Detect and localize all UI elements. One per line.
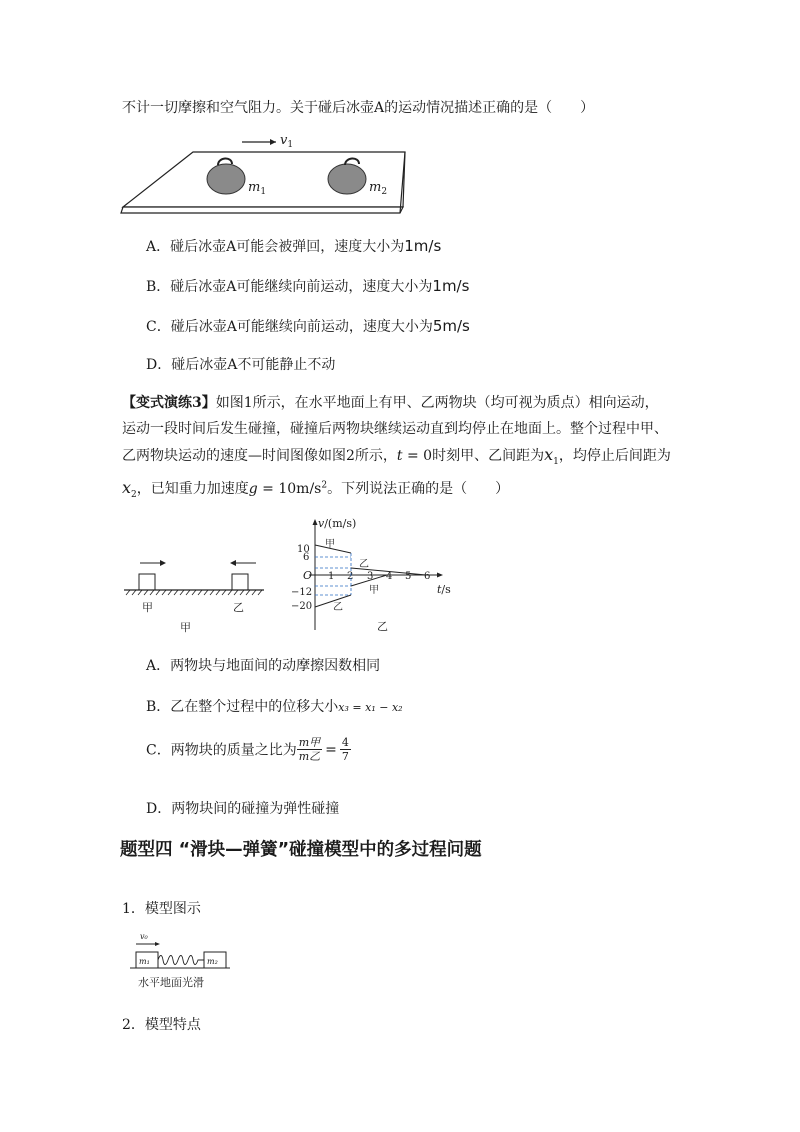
variant-line-4: $x_2$，已知重力加速度$g = 10m/s^2$。下列说法正确的是（ ） <box>122 478 510 500</box>
section-title: 题型四 “滑块—弹簧”碰撞模型中的多过程问题 <box>120 840 482 860</box>
v0-label: v₀ <box>140 932 148 941</box>
q2-option-b[interactable]: B．乙在整个过程中的位移大小x₃ = x₁ − x₂ <box>146 699 403 715</box>
figure-1-caption: 甲 <box>180 621 191 634</box>
mass-ratio-fraction: $\frac{\text{m甲}}{\text{m乙}}$ <box>298 736 321 763</box>
option-d[interactable] <box>146 354 335 374</box>
spring-model-figure <box>124 930 234 992</box>
model-features-title: 2．模型特点 <box>122 1017 201 1033</box>
option-d-text: D．碰后冰壶A不可能静止不动 <box>146 357 336 373</box>
x-tick-5: 5 <box>405 571 412 582</box>
option-a-value: 1m/s <box>404 237 442 255</box>
figure-1-blocks <box>120 555 270 640</box>
figure-2-caption: 乙 <box>377 620 388 633</box>
y-axis-label: v/(m/s) <box>318 517 357 530</box>
q2-option-a[interactable]: A．两物块与地面间的动摩擦因数相同 <box>146 658 381 674</box>
x-axis-label: t/s <box>437 583 451 596</box>
variant-tag: 【变式演练3】 <box>122 395 216 411</box>
option-b[interactable] <box>146 276 469 296</box>
block-jia-label: 甲 <box>142 601 153 614</box>
x-tick-4: 4 <box>386 571 393 582</box>
q2-option-b-formula: x₃ = x₁ − x₂ <box>338 701 403 714</box>
block-yi-label: 乙 <box>233 601 244 614</box>
y-tick-neg12: −12 <box>291 587 313 598</box>
block-jia <box>139 574 155 590</box>
mass-ratio-value: $\frac{4}{7}$ <box>341 736 349 763</box>
option-b-text: B．碰后冰壶A可能继续向前运动，速度大小为 <box>146 279 433 295</box>
y-tick-10: 10 <box>297 544 310 555</box>
v1-label: $v_1$ <box>280 133 294 150</box>
curve-label-jia-mid: 甲 <box>369 585 379 596</box>
block-yi <box>232 574 248 590</box>
q2-option-d[interactable]: D．两物块间的碰撞为弹性碰撞 <box>146 801 340 817</box>
option-c-value: 5m/s <box>432 317 470 335</box>
origin-label: O <box>303 569 313 582</box>
curve-label-yi-bottom: 乙 <box>333 602 343 613</box>
option-c[interactable] <box>146 316 470 336</box>
curling-figure <box>118 128 418 220</box>
x-tick-6: 6 <box>424 571 431 582</box>
y-tick-neg20: −20 <box>291 601 313 612</box>
ground-caption: 水平地面光滑 <box>138 976 204 989</box>
option-b-value: 1m/s <box>432 277 470 295</box>
curve-label-yi-top: 乙 <box>359 559 369 570</box>
variant-line-2: 运动一段时间后发生碰撞，碰撞后两物块继续运动直到均停止在地面上。整个过程中甲、 <box>122 421 668 437</box>
m1-label: $m_1$ <box>248 180 267 197</box>
variant-line-3: 乙两物块运动的速度—时间图像如图2所示，t = 0时刻甲、乙间距为$x_1$，均停止后间距为 <box>122 445 671 467</box>
option-c-text: C．碰后冰壶A可能继续向前运动，速度大小为 <box>146 319 433 335</box>
x-tick-2: 2 <box>347 571 354 582</box>
q2-option-c[interactable]: C．两物块的质量之比为 $\frac{\text{m甲}}{\text{m乙}}$ = $\frac{4}{7}$ <box>146 736 349 763</box>
m2-label: $m_2$ <box>369 180 388 197</box>
x-tick-3: 3 <box>367 571 374 582</box>
svg-text:m₁: m₁ <box>139 957 150 966</box>
figure-2-vt-graph <box>283 515 463 640</box>
svg-text:m₂: m₂ <box>207 957 218 966</box>
spring <box>158 956 204 965</box>
option-a[interactable] <box>146 236 441 256</box>
y-tick-6: 6 <box>303 552 310 563</box>
variant-line-1: 【变式演练3】如图1所示，在水平地面上有甲、乙两物块（均可视为质点）相向运动， <box>122 395 659 411</box>
intro-text: 不计一切摩擦和空气阻力。关于碰后冰壶A的运动情况描述正确的是（ ） <box>122 100 595 116</box>
model-diagram-title: 1．模型图示 <box>122 901 201 917</box>
curve-label-jia-top: 甲 <box>325 539 335 550</box>
x-tick-1: 1 <box>328 571 335 582</box>
option-a-text: A．碰后冰壶A可能会被弹回，速度大小为 <box>146 239 405 255</box>
